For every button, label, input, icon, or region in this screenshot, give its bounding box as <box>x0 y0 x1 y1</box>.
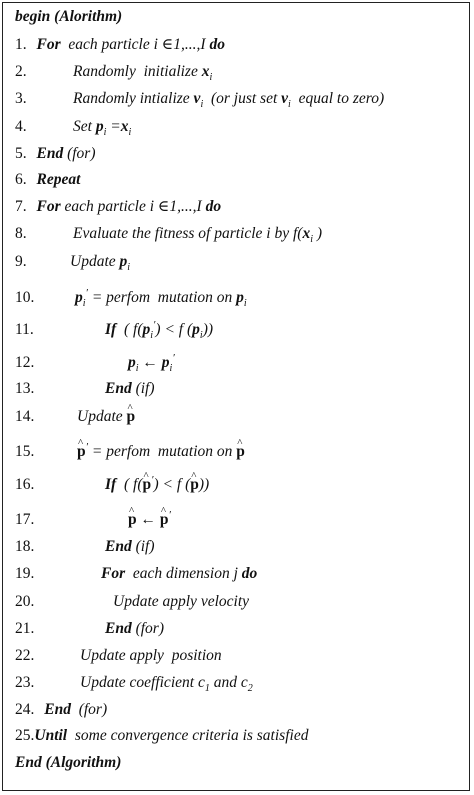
line-number: 13. <box>15 380 35 397</box>
line-13: 13. End (if) <box>15 380 155 397</box>
line-number: 4. <box>15 118 27 135</box>
line-number: 15. <box>15 443 35 460</box>
line-number: 22. <box>15 647 35 664</box>
line-number: 9. <box>15 253 27 270</box>
line-number: 17. <box>15 511 35 528</box>
line-number: 11. <box>15 321 34 338</box>
line-2: 2. Randomly initialize $x_i$ <box>15 63 213 83</box>
line-12: 12. $p_i$ ← $p_i'$ <box>15 352 175 374</box>
line-number: 8. <box>15 225 27 242</box>
line-19: 19. For each dimension j do <box>15 565 258 582</box>
line-11: 11. If ( $f(p_i') < f$ $(p_i)$) <box>15 319 214 341</box>
algorithm-box <box>2 2 470 791</box>
line-number: 7. <box>15 198 27 215</box>
line-14: 14. Update ^ p <box>15 407 34 427</box>
line-number: 20. <box>15 593 35 610</box>
line-3: 3. Randomly intialize $v_i$ (or just set $v_i$ equal to zero) <box>15 90 385 110</box>
line-8: 8. Evaluate the fitness of particle i by $f(x_i$ ) <box>15 225 323 245</box>
line-20: 20. Update apply velocity <box>15 593 250 610</box>
algorithm-header <box>15 7 122 27</box>
line-18: 18. End (if) <box>15 538 155 555</box>
algorithm-listing <box>3 3 469 790</box>
line-number: 14. <box>15 408 35 425</box>
line-number: 6. <box>15 171 27 188</box>
line-21: 21. End (for) <box>15 620 165 637</box>
line-22: 22. Update apply position <box>15 647 222 664</box>
line-25: 25.Until some convergence criteria is satisfied <box>15 727 309 744</box>
line-5: 5. End (for) <box>15 145 96 162</box>
line-number: 2. <box>15 63 27 80</box>
line-1: 1. For each particle i ∈1,...,I do <box>15 36 225 53</box>
line-16: 16. If ( f(^ p′) < f (^ p)) <box>15 475 34 495</box>
algorithm-footer <box>15 753 121 773</box>
footer-text: End (Algorithm) <box>15 754 122 771</box>
line-number: 23. <box>15 674 35 691</box>
header-text: begin (Alorithm) <box>15 8 123 25</box>
line-15: 15. ^ p′ = perfom mutation on ^ p <box>15 442 34 462</box>
line-number: 10. <box>15 289 35 306</box>
line-10: 10. $p_i'$ = perfom mutation on $p_i$ <box>15 287 247 309</box>
line-24: 24. End (for) <box>15 701 108 718</box>
line-23: 23. Update coefficient $c_1$ and $c_2$ <box>15 674 253 694</box>
line-number: 24. <box>15 701 35 718</box>
line-7: 7. For each particle i ∈1,...,I do <box>15 198 222 215</box>
line-9: 9. Update $p_i$ <box>15 253 131 273</box>
line-number: 16. <box>15 476 35 493</box>
line-number: 18. <box>15 538 35 555</box>
line-number: 12. <box>15 354 35 371</box>
line-number: 1. <box>15 36 27 53</box>
line-number: 25. <box>15 727 35 744</box>
line-number: 19. <box>15 565 35 582</box>
line-6: 6. Repeat <box>15 171 81 188</box>
line-number: 21. <box>15 620 35 637</box>
line-4: 4. Set $p_i =x_i$ <box>15 118 132 138</box>
line-number: 5. <box>15 145 27 162</box>
line-17: 17. ^ p ← ^ p′ <box>15 510 34 530</box>
line-number: 3. <box>15 90 27 107</box>
